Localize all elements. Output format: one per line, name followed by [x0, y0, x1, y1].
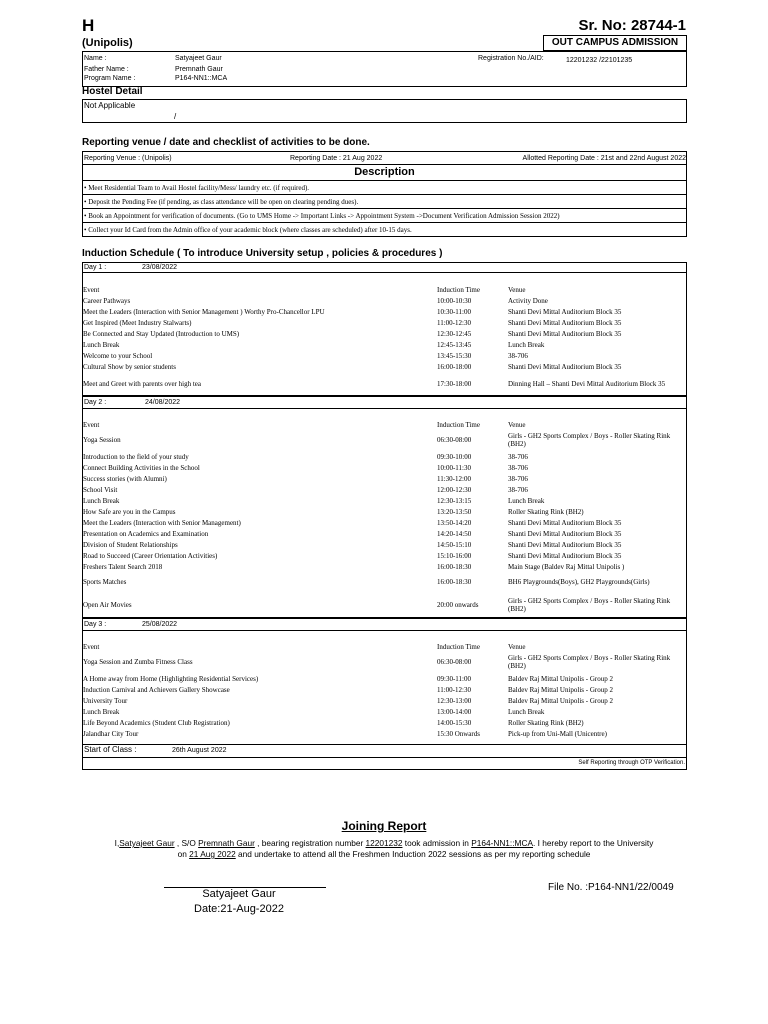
joining-name: Satyajeet Gaur [119, 838, 175, 848]
divider [82, 408, 687, 409]
schedule-venue: Shanti Devi Mittal Auditorium Block 35 [508, 529, 622, 538]
schedule-event: Meet the Leaders (Interaction with Senior Management ) Worthy Pro-Chancellor LPU [83, 307, 325, 316]
schedule-event: Success stories (with Alumni) [83, 474, 167, 483]
hostel-status: Not Applicable [84, 101, 136, 110]
logo: H [82, 16, 95, 35]
checklist-item: • Book an Appointment for verification of documents. (Go to UMS Home -> Important Links -> Appointment System ->Document Verification Admission Session 2022) [84, 212, 560, 220]
col-event-header: Event [83, 421, 100, 429]
col-event-header: Event [83, 286, 100, 294]
schedule-event: Lunch Break [83, 496, 120, 505]
schedule-event: Life Beyond Academics (Student Club Registration) [83, 718, 230, 727]
joining-date: 21 Aug 2022 [189, 849, 236, 859]
schedule-time: 14:00-15:30 [437, 718, 472, 727]
schedule-time: 14:50-15:10 [437, 540, 472, 549]
joining-line-2 [0, 849, 768, 859]
schedule-event: Get Inspired (Meet Industry Stalwarts) [83, 318, 192, 327]
schedule-event: Introduction to the field of your study [83, 452, 189, 461]
col-time-header: Induction Time [437, 421, 480, 429]
schedule-time: 13:00-14:00 [437, 707, 472, 716]
schedule-event: University Tour [83, 696, 128, 705]
schedule-time: 14:20-14:50 [437, 529, 472, 538]
divider [82, 272, 687, 273]
schedule-venue: Shanti Devi Mittal Auditorium Block 35 [508, 307, 622, 316]
schedule-time: 13:20-13:50 [437, 507, 472, 516]
org-name: (Unipolis) [82, 37, 133, 49]
start-of-class-date: 26th August 2022 [172, 747, 227, 754]
joining-text: on [177, 849, 190, 859]
schedule-time: 10:00-10:30 [437, 296, 472, 305]
schedule-venue: Lunch Break [508, 707, 545, 716]
registration-value: 12201232 /22101235 [566, 57, 633, 64]
name-label: Name : [84, 55, 107, 62]
col-time-header: Induction Time [437, 643, 480, 651]
joining-text: took admission in [402, 838, 472, 848]
checklist-item: • Deposit the Pending Fee (if pending, as class attendance will be open on clearing pending dues). [84, 198, 359, 206]
schedule-time: 10:30-11:00 [437, 307, 471, 316]
schedule-time: 12:30-13:00 [437, 696, 472, 705]
allotted-date: Allotted Reporting Date : 21st and 22nd August 2022 [522, 155, 686, 162]
student-name: Satyajeet Gaur [175, 55, 222, 62]
registration-label: Registration No./AID: [478, 55, 544, 62]
divider [82, 194, 687, 195]
schedule-venue: Shanti Devi Mittal Auditorium Block 35 [508, 518, 622, 527]
joining-text: , bearing registration number [254, 838, 366, 848]
file-number: File No. :P164-NN1/22/0049 [548, 882, 674, 893]
program-label: Program Name : [84, 75, 136, 82]
schedule-venue: Pick-up from Uni-Mall (Unicentre) [508, 729, 607, 738]
day-label: Day 1 : [84, 264, 107, 271]
checklist-item: • Meet Residential Team to Avail Hostel facility/Mess/ laundry etc. (if required). [84, 184, 310, 192]
schedule-venue: Dinning Hall – Shanti Devi Mittal Auditorium Block 35 [508, 380, 666, 388]
reporting-heading: Reporting venue / date and checklist of activities to be done. [82, 137, 370, 148]
divider [82, 630, 687, 631]
schedule-venue: Baldev Raj Mittal Unipolis - Group 2 [508, 674, 613, 683]
schedule-venue: Roller Skating Rink (BH2) [508, 507, 584, 516]
schedule-time: 13:45-15:30 [437, 351, 472, 360]
start-of-class-label: Start of Class : [84, 745, 137, 754]
schedule-event: Open Air Movies [83, 601, 132, 609]
schedule-time: 11:30-12:00 [437, 474, 471, 483]
checklist-item: • Collect your Id Card from the Admin office of your academic block (where classes are scheduled) after 10-15 days. [84, 226, 412, 234]
schedule-venue: 38-706 [508, 452, 528, 461]
divider [82, 208, 687, 209]
schedule-time: 16:00-18:30 [437, 562, 472, 571]
joining-text: I, [114, 838, 120, 848]
col-event-header: Event [83, 643, 100, 651]
day-3-section [82, 618, 687, 770]
schedule-venue: 38-706 [508, 485, 528, 494]
schedule-event: Welcome to your School [83, 351, 153, 360]
father-name: Premnath Gaur [175, 66, 223, 73]
schedule-venue: Activity Done [508, 296, 548, 305]
schedule-venue: Baldev Raj Mittal Unipolis - Group 2 [508, 685, 613, 694]
schedule-event: Meet and Greet with parents over high tea [83, 380, 201, 388]
schedule-event: Be Connected and Stay Updated (Introduction to UMS) [83, 329, 240, 338]
schedule-time: 10:00-11:30 [437, 463, 471, 472]
schedule-event: School Visit [83, 485, 118, 494]
divider [82, 757, 687, 758]
signature-name: Satyajeet Gaur [202, 888, 276, 900]
schedule-event: Cultural Show by senior students [83, 362, 176, 371]
schedule-time: 16:00-18:30 [437, 578, 472, 586]
col-venue-header: Venue [508, 421, 526, 429]
schedule-time: 12:30-13:15 [437, 496, 472, 505]
schedule-event: Lunch Break [83, 707, 120, 716]
schedule-time: 15:30 Onwards [437, 729, 480, 738]
joining-text: , S/O [174, 838, 199, 848]
schedule-venue: Girls - GH2 Sports Complex / Boys - Roller Skating Rink (BH2) [508, 597, 671, 613]
schedule-event: Career Pathways [83, 296, 131, 305]
admission-type: OUT CAMPUS ADMISSION [551, 37, 679, 48]
schedule-time: 11:00-12:30 [437, 685, 471, 694]
hostel-slash: / [174, 112, 177, 121]
otp-note: Self Reporting through OTP Verification. [578, 760, 685, 766]
schedule-event: Lunch Break [83, 340, 120, 349]
schedule-time: 20:00 onwards [437, 601, 479, 609]
schedule-time: 11:00-12:30 [437, 318, 471, 327]
schedule-time: 12:45-13:45 [437, 340, 472, 349]
schedule-venue: BH6 Playgrounds(Boys), GH2 Playgrounds(Girls) [508, 578, 650, 586]
divider [82, 180, 687, 181]
schedule-time: 13:50-14:20 [437, 518, 472, 527]
schedule-event: Connect Building Activities in the School [83, 463, 200, 472]
joining-text: . I hereby report to the University [532, 838, 654, 848]
schedule-event: Sports Matches [83, 578, 127, 586]
schedule-event: How Safe are you in the Campus [83, 507, 176, 516]
schedule-venue: 38-706 [508, 474, 528, 483]
col-venue-header: Venue [508, 286, 526, 294]
joining-father: Premnath Gaur [198, 838, 255, 848]
joining-line-1 [0, 838, 768, 848]
schedule-event: Road to Succeed (Career Orientation Activities) [83, 551, 218, 560]
hostel-box [82, 99, 687, 123]
schedule-venue: Girls - GH2 Sports Complex / Boys - Roller Skating Rink (BH2) [508, 654, 671, 670]
schedule-time: 09:30-10:00 [437, 452, 472, 461]
schedule-venue: Roller Skating Rink (BH2) [508, 718, 584, 727]
divider [82, 164, 687, 165]
joining-heading: Joining Report [341, 819, 427, 833]
joining-program: P164-NN1::MCA [471, 838, 533, 848]
father-label: Father Name : [84, 66, 129, 73]
schedule-event: Yoga Session [83, 436, 121, 444]
schedule-time: 06:30-08:00 [437, 436, 472, 444]
schedule-event: Yoga Session and Zumba Fitness Class [83, 658, 193, 666]
serial-number: Sr. No: 28744-1 [578, 17, 686, 34]
col-time-header: Induction Time [437, 286, 480, 294]
schedule-venue: Shanti Devi Mittal Auditorium Block 35 [508, 329, 622, 338]
induction-heading: Induction Schedule ( To introduce University setup , policies & procedures ) [82, 248, 443, 259]
schedule-time: 17:30-18:00 [437, 380, 472, 388]
schedule-event: Jalandhar City Tour [83, 729, 139, 738]
day-date: 25/08/2022 [142, 621, 178, 628]
schedule-venue: 38-706 [508, 463, 528, 472]
reporting-date: Reporting Date : 21 Aug 2022 [290, 155, 383, 162]
schedule-time: 15:10-16:00 [437, 551, 472, 560]
schedule-venue: Shanti Devi Mittal Auditorium Block 35 [508, 540, 622, 549]
divider [82, 222, 687, 223]
hostel-heading: Hostel Detail [82, 86, 143, 97]
schedule-venue: Lunch Break [508, 496, 545, 505]
joining-text: and undertake to attend all the Freshmen Induction 2022 sessions as per my reporting schedule [235, 849, 591, 859]
reporting-venue: Reporting Venue : (Unipolis) [84, 155, 172, 162]
day-label: Day 2 : [84, 399, 107, 406]
schedule-event: Freshers Talent Search 2018 [83, 562, 163, 571]
schedule-event: Presentation on Academics and Examination [83, 529, 209, 538]
schedule-venue: Girls - GH2 Sports Complex / Boys - Roller Skating Rink (BH2) [508, 432, 671, 448]
schedule-time: 12:30-12:45 [437, 329, 472, 338]
schedule-venue: Lunch Break [508, 340, 545, 349]
description-heading: Description [354, 166, 415, 178]
schedule-time: 12:00-12:30 [437, 485, 472, 494]
day-date: 23/08/2022 [142, 264, 178, 271]
signature-date: Date:21-Aug-2022 [194, 903, 284, 915]
day-date: 24/08/2022 [145, 399, 181, 406]
schedule-time: 16:00-18:00 [437, 362, 472, 371]
schedule-venue: Main Stage (Baldev Raj Mittal Unipolis ) [508, 562, 625, 571]
schedule-event: A Home away from Home (Highlighting Residential Services) [83, 674, 259, 683]
program-name: P164-NN1::MCA [175, 75, 228, 82]
schedule-time: 09:30-11:00 [437, 674, 471, 683]
schedule-venue: Baldev Raj Mittal Unipolis - Group 2 [508, 696, 613, 705]
day-label: Day 3 : [84, 621, 107, 628]
schedule-venue: 38-706 [508, 351, 528, 360]
schedule-time: 06:30-08:00 [437, 658, 472, 666]
schedule-venue: Shanti Devi Mittal Auditorium Block 35 [508, 362, 622, 371]
joining-reg: 12201232 [365, 838, 403, 848]
schedule-event: Meet the Leaders (Interaction with Senior Management) [83, 518, 241, 527]
divider [82, 744, 687, 745]
schedule-venue: Shanti Devi Mittal Auditorium Block 35 [508, 318, 622, 327]
schedule-event: Division of Student Relationships [83, 540, 178, 549]
schedule-event: Induction Carnival and Achievers Gallery Showcase [83, 685, 230, 694]
schedule-venue: Shanti Devi Mittal Auditorium Block 35 [508, 551, 622, 560]
col-venue-header: Venue [508, 643, 526, 651]
